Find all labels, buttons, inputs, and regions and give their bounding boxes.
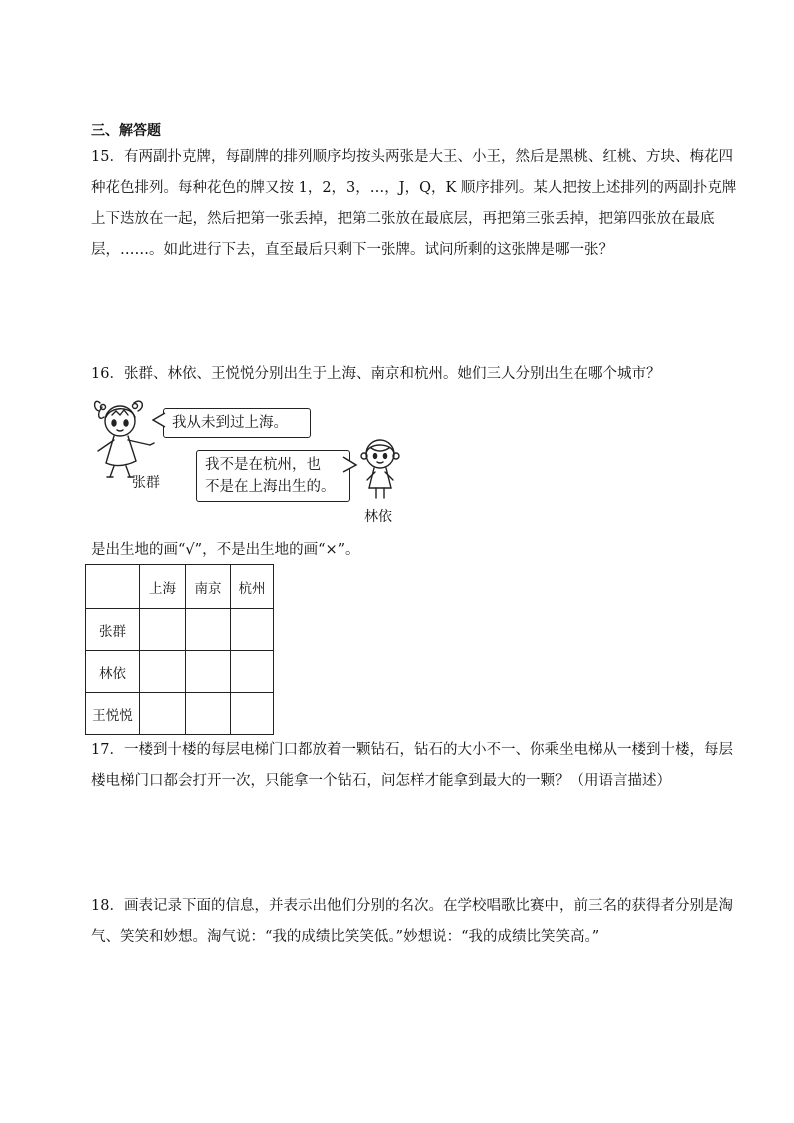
- q16-instruction: 是出生地的画“√”，不是出生地的画“×”。: [91, 542, 360, 558]
- table-header-row: [86, 565, 274, 609]
- q15-line: 15．有两副扑克牌，每副牌的排列顺序均按头两张是大王、小王，然后是黑桃、红桃、方块、梅花四: [91, 149, 733, 165]
- table-row-label: 张群: [86, 609, 140, 651]
- q15-line: 层，……。如此进行下去，直至最后只剩下一张牌。试问所剩的这张牌是哪一张？: [91, 242, 613, 258]
- answer-cell[interactable]: [186, 693, 231, 735]
- bubble-text: 不是在上海出生的。: [205, 479, 336, 495]
- q18-line: 18．画表记录下面的信息，并表示出他们分别的名次。在学校唱歌比赛中，前三名的获得者分别是淘: [91, 898, 733, 914]
- q17-line: 楼电梯门口都会打开一次，只能拿一个钻石，问怎样才能拿到最大的一颗？（用语言描述）: [91, 773, 671, 789]
- q15-line: 种花色排列。每种花色的牌又按 1，2，3，…，J，Q，K 顺序排列。某人把按上述排列的两副扑克牌: [91, 180, 737, 196]
- table-header-cell: 南京: [186, 565, 231, 609]
- answer-cell[interactable]: [140, 693, 186, 735]
- q16-question: 16．张群、林依、王悦悦分别出生于上海、南京和杭州。她们三人分别出生在哪个城市？: [91, 366, 661, 382]
- speech-bubble-linyi: [196, 450, 350, 502]
- q15-line: 上下迭放在一起，然后把第一张丢掉，把第二张放在最底层，再把第三张丢掉，把第四张放在最底: [91, 211, 715, 227]
- birthplace-answer-table: [85, 564, 274, 735]
- name-zhangqun: 张群: [132, 475, 160, 491]
- answer-cell[interactable]: [231, 651, 274, 693]
- table-corner-cell: [86, 565, 140, 609]
- q17-line: 17．一楼到十楼的每层电梯门口都放着一颗钻石，钻石的大小不一、你乘坐电梯从一楼到十楼，每层: [91, 742, 733, 758]
- bubble-tail-icon: [152, 412, 166, 428]
- table-row-label: 王悦悦: [86, 693, 140, 735]
- answer-cell[interactable]: [231, 609, 274, 651]
- table-header-cell: 杭州: [231, 565, 274, 609]
- section-title: 三、解答题: [91, 123, 161, 139]
- answer-cell[interactable]: [231, 693, 274, 735]
- table-row: [86, 693, 274, 735]
- answer-cell[interactable]: [186, 651, 231, 693]
- bubble-text: 我不是在杭州，也: [205, 457, 321, 473]
- table-row-label: 林依: [86, 651, 140, 693]
- answer-cell[interactable]: [140, 609, 186, 651]
- table-row: [86, 609, 274, 651]
- table-row: [86, 651, 274, 693]
- girl-zhangqun-illustration: [90, 395, 160, 483]
- answer-cell[interactable]: [140, 651, 186, 693]
- name-linyi: 林依: [364, 509, 392, 525]
- girl-linyi-illustration: [355, 436, 405, 502]
- speech-bubble-zhangqun: [163, 408, 311, 438]
- bubble-text: 我从未到过上海。: [172, 415, 288, 431]
- table-header-cell: 上海: [140, 565, 186, 609]
- answer-cell[interactable]: [186, 609, 231, 651]
- q18-line: 气、笑笑和妙想。淘气说：“我的成绩比笑笑低。”妙想说：“我的成绩比笑笑高。”: [91, 929, 600, 945]
